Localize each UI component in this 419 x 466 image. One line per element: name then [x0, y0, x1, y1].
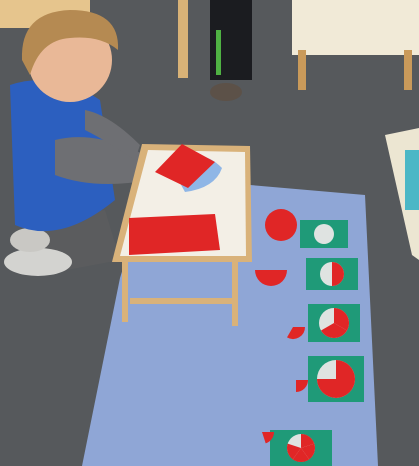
red-square-bottom [129, 214, 220, 255]
fraction-card [306, 258, 358, 290]
fraction-card [308, 304, 360, 342]
fraction-card [300, 220, 348, 248]
loose-fraction-piece [265, 209, 297, 241]
fraction-card [270, 430, 332, 466]
fraction-card [308, 356, 364, 402]
